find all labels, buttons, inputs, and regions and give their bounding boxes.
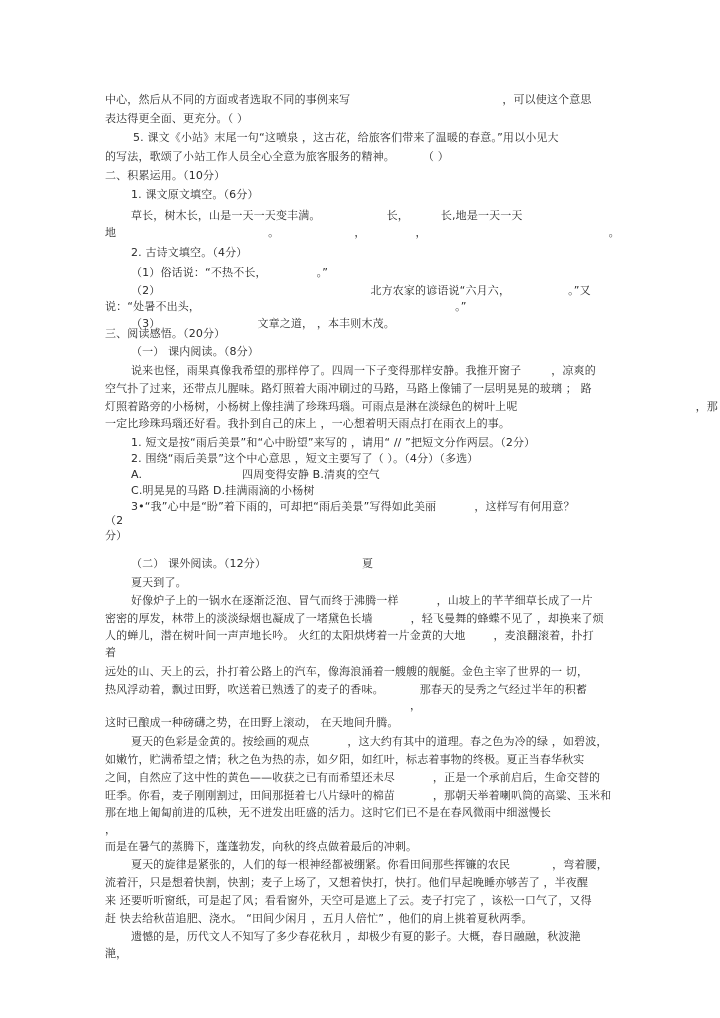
text-line — [105, 683, 587, 697]
text-segment: 旺季。你看，麦子刚刚割过，田间那挺着七八片绿叶的棉苗 — [105, 789, 395, 802]
text-segment: ， — [354, 226, 366, 239]
text-segment: （2 — [105, 514, 124, 527]
text-segment: 说：“处暑不出头， — [105, 300, 201, 313]
text-segment: ，可以使这个意思 — [502, 93, 592, 106]
text-line — [131, 858, 608, 872]
text-line — [105, 806, 551, 820]
text-line — [410, 699, 421, 713]
text-line — [105, 771, 600, 785]
text-line — [105, 327, 225, 341]
text-segment: ，那 — [695, 400, 718, 413]
text-segment: ，麦浪翻滚着，扑打 — [493, 629, 594, 642]
text-segment: 赶 快去给秋苗追肥、浇水。 “田间少闲月 ，五月人倍忙” ，他们的肩上挑着夏秋两季。 — [105, 912, 533, 925]
text-segment: 夏天的色彩是金黄的。按绘画的观点 — [131, 735, 310, 748]
text-line — [105, 947, 127, 961]
text-segment: 灯照着路旁的小杨树，小杨树上像挂满了珍珠玛瑙。可雨点是淋在淡绿色的树叶上呢 — [105, 400, 518, 413]
text-line — [105, 400, 718, 414]
text-segment: 的写法，歌颂了小站工作人员全心全意为旅客服务的精神。 — [105, 150, 395, 163]
text-segment: 表达得更全面、更充分。（ ） — [105, 112, 249, 125]
text-line — [105, 514, 123, 528]
text-segment: ，山坡上的芊芊细草长成了一片 — [436, 594, 593, 607]
text-segment: 中心，然后从不同的方面或者选取不同的事例来写 — [105, 93, 351, 106]
text-segment: 好像炉子上的一锅水在逐渐泛泡、冒气而终于沸腾一样 — [131, 594, 399, 607]
text-segment: 北方农家的谚语说“六月六， — [370, 284, 511, 297]
text-segment: 1. 短文是按“雨后美景”和“心中盼望”来写的 ，请用“ // ”把短文分作两层。（2分） — [131, 436, 536, 449]
text-segment: 分） — [105, 529, 128, 542]
text-segment: 说来也怪，雨果真像我希望的那样停了。四周一下子变得那样安静。我推开窗子 — [131, 364, 522, 377]
text-segment: ，轻飞曼舞的蜂蝶不见了 ，却换来了烦 — [410, 612, 604, 625]
text-segment: （一） 课内阅读。（8分） — [131, 345, 259, 358]
text-segment: ，那朝天举着喇叭筒的高粱、玉米和 — [432, 789, 612, 802]
text-segment: （1）俗话说：“不热不长， — [131, 266, 267, 279]
text-line — [105, 226, 620, 240]
text-segment: 人的蝉儿，潜在树叶间一声声地长吟。 火红的太阳烘烤着一片金黄的大地 — [105, 629, 466, 642]
text-segment: 夏天的旋律是紧张的，人们的每一根神经都被绷紧。你看田间那些挥镰的农民 — [131, 858, 511, 871]
text-line — [131, 468, 380, 482]
text-line — [105, 629, 594, 643]
text-segment: 2. 围绕“雨后美景”这个中心意思 ，短文主要写了（ ）。（4分）（多选） — [131, 452, 479, 465]
text-line — [105, 646, 116, 660]
text-line — [105, 417, 510, 431]
text-segment: （3） — [131, 317, 161, 330]
text-line — [131, 930, 581, 944]
text-line — [105, 150, 449, 164]
text-line — [105, 665, 588, 679]
text-segment: （ ） — [422, 150, 449, 163]
text-line — [105, 823, 116, 837]
text-segment: 之间，自然应了这中性的黄色——收获之已有而希望还未尽 — [105, 771, 395, 784]
text-segment: 文章之道， ，本丰则木茂。 — [257, 317, 395, 330]
text-segment: （二） 课外阅读。（12分） — [131, 557, 267, 570]
text-segment: 长,地是一天一天 — [440, 209, 523, 222]
text-line — [105, 912, 533, 926]
text-line — [131, 364, 596, 378]
text-line — [105, 840, 417, 854]
text-segment: 密密的厚发，林带上的淡淡绿烟也凝成了一堵黛色长墙 — [105, 612, 373, 625]
text-line — [131, 557, 266, 571]
text-line — [131, 500, 575, 514]
text-line — [131, 576, 187, 590]
text-segment: 滟， — [105, 947, 128, 960]
text-segment: 空气扑了过来，还带点儿腥味。路灯照着大雨冲刷过的马路，马路上像铺了一层明晃晃的玻璃 ； 路 — [105, 382, 592, 395]
text-segment: A. — [131, 468, 143, 481]
text-line — [131, 735, 608, 749]
text-segment: 远处的山、天上的云，扑打着公路上的汽车，像海浪涌着一艘艘的舰艇。金色主宰了世界的一 切， — [105, 665, 589, 678]
text-line — [131, 436, 535, 450]
text-segment: 四周变得安静 B.清爽的空气 — [242, 468, 380, 481]
text-line — [105, 112, 248, 126]
text-segment: 如嫩竹，贮满希望之情；秋之色为热的赤，如夕阳，如红叶，标志着事物的终极。夏正当春华秋实 — [105, 753, 585, 766]
text-line — [105, 753, 584, 767]
text-segment: 着 — [105, 646, 117, 659]
text-line — [131, 345, 259, 359]
text-line — [105, 169, 225, 183]
text-line — [105, 876, 588, 890]
text-segment: 地 — [105, 226, 117, 239]
text-segment: ，弯着腰， — [552, 858, 608, 871]
text-line — [131, 594, 593, 608]
text-segment: 那在地上匍匐前进的瓜秧，无不迸发出旺盛的活力。这时它们已不是在春风微雨中细滋慢长 — [105, 806, 551, 819]
text-line — [105, 382, 592, 396]
text-segment: 三、阅读感悟。（20分） — [105, 327, 226, 340]
text-line — [105, 716, 399, 730]
text-segment: 2. 古诗文填空。（4分） — [131, 246, 248, 259]
story-title: 夏 — [362, 557, 374, 570]
text-line — [131, 452, 478, 466]
text-line — [131, 266, 328, 280]
text-segment: 3•“我”心中是“盼”着下雨的，可却把“雨后美景”写得如此美丽 — [131, 500, 437, 513]
text-segment: 一定比珍珠玛瑙还好看。我扑到自己的床上 ，一心想着明天雨点打在雨衣上的事。 — [105, 417, 511, 430]
text-line — [131, 284, 591, 298]
text-segment: 流着汗，只是想着快割，快割；麦子上场了，又想着快打，快打。他们早起晚睡亦够苦了 ，半夜醒 — [105, 876, 589, 889]
text-segment: 。 — [268, 226, 280, 239]
text-segment: 草长，树木长，山是一天一天变丰满。 — [131, 209, 321, 222]
text-line — [105, 789, 611, 803]
text-segment: 而是在暑气的蒸腾下，蓬蓬勃发，向秋的终点做着最后的冲刺。 — [105, 840, 418, 853]
text-segment: 来 还要听听窗纸，可是起了风；看看窗外，天空可是遮上了云。麦子打完了 ，该松一口气了，又得 — [105, 894, 592, 907]
text-segment: ，这样写有何用意？ — [474, 500, 575, 513]
text-segment: 遗憾的是，历代文人不知写了多少春花秋月 ，却极少有夏的影子。大概，春日融融，秋波滟 — [131, 930, 581, 943]
text-segment: ，正是一个承前启后，生命交替的 — [432, 771, 601, 784]
text-segment: 。”又 — [568, 284, 591, 297]
text-segment: ， — [415, 226, 427, 239]
text-line — [131, 246, 247, 260]
text-segment: 1. 课文原文填空。（6分） — [131, 188, 259, 201]
text-segment: ， — [105, 823, 117, 836]
text-line — [105, 93, 592, 107]
text-line — [131, 209, 523, 223]
text-segment: 热风浮动着，飘过田野，吹送着已熟透了的麦子的香味。 — [105, 683, 384, 696]
text-segment: 那春天的旻秀之气经过半年的积蓄 — [419, 683, 587, 696]
text-segment: 长， — [386, 209, 409, 222]
text-segment: 。” — [455, 300, 467, 313]
text-segment: 。” — [316, 266, 329, 279]
text-segment: 夏天到了。 — [131, 576, 187, 589]
text-line — [131, 188, 259, 202]
text-segment: 这时已酿成一种磅礴之势，在田野上滚动， 在天地间升腾。 — [105, 716, 399, 729]
text-line — [105, 612, 604, 626]
text-segment: 。 — [608, 226, 620, 239]
text-segment: ，这大约有其中的道理。春之色为冷的绿 ，如碧波， — [347, 735, 608, 748]
text-line — [105, 300, 467, 314]
text-segment: C.明晃晃的马路 D.挂满雨滴的小杨树 — [131, 484, 315, 497]
text-line — [131, 484, 315, 498]
text-segment: 二、积累运用。（10分） — [105, 169, 226, 182]
text-segment: （2） — [131, 284, 161, 297]
text-line — [105, 894, 592, 908]
text-segment: ，凉爽的 — [551, 364, 596, 377]
text-line — [133, 131, 559, 145]
text-line — [105, 529, 127, 543]
text-segment: 5. 课文《小站》末尾一句“这喷泉 ，这古花，给旅客们带来了温暖的春意。”用以小见大 — [133, 131, 559, 144]
text-segment: ， — [410, 699, 422, 712]
